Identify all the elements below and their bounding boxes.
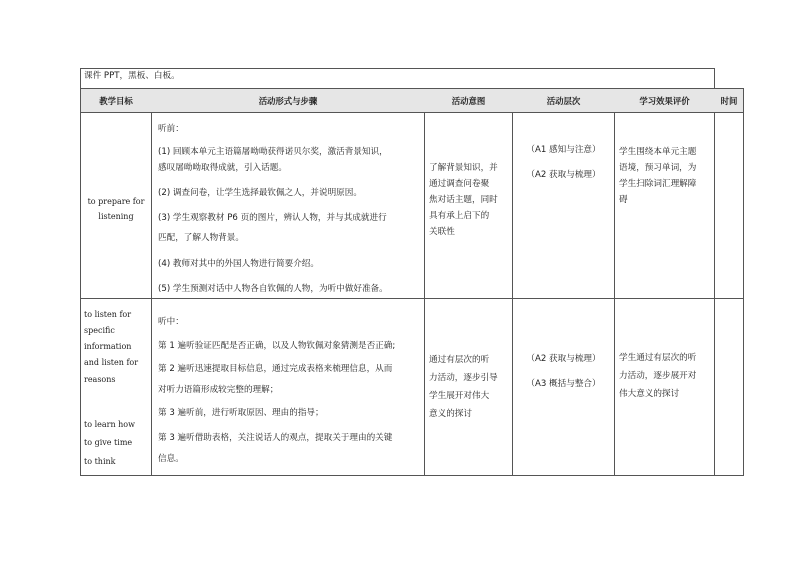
row2-eval-line1: 学生通过有层次的听 (619, 353, 697, 363)
row1-level-a1: （A1 感知与注意） (526, 145, 601, 155)
row1-step1-line2: 感叹屠呦呦取得成就，引入话题。 (158, 163, 287, 173)
row2-step2-line2: 对听力语篇形成较完整的理解； (158, 385, 279, 395)
row2-step1-line1: 第 1 遍听验证匹配是否正确，以及人物钦佩对象猜测是否正确; (158, 341, 396, 351)
row2-goal-line9: to think (84, 457, 116, 466)
header-goal: 教学目标 (99, 96, 133, 106)
row1-step4-line1: (4) 教师对其中的外国人物进行简要介绍。 (158, 259, 319, 269)
header-evaluation: 学习效果评价 (639, 96, 690, 106)
row2-eval-line2: 力活动，逐步展开对 (619, 371, 697, 381)
header-time: 时间 (720, 96, 738, 106)
row2-step4-line1: 第 3 遍听借助表格，关注说话人的观点，提取关于理由的关键 (158, 433, 393, 443)
row1-intent-line1: 了解背景知识，并 (429, 163, 498, 173)
row2-intent-line3: 学生展开对伟大 (429, 391, 490, 401)
table-border-bottom (80, 475, 743, 476)
row1-steps-title: 听前： (158, 124, 184, 134)
col-divider-2 (424, 88, 425, 476)
row1-eval-line3: 学生扫除词汇理解障 (619, 179, 697, 189)
row2-intent-line4: 意义的探讨 (429, 409, 472, 419)
row2-eval-line3: 伟大意义的探讨 (619, 389, 680, 399)
table-border-top (80, 68, 714, 69)
row1-step2-line1: (2) 调查问卷，让学生选择最钦佩之人，并说明原因。 (158, 188, 362, 198)
materials-text: 课件 PPT，黑板、白板。 (84, 71, 180, 81)
row1-step3-line2: 匹配，了解人物背景。 (158, 233, 244, 243)
header-intent: 活动意图 (451, 96, 486, 106)
row2-goal-line3: information (84, 342, 132, 351)
table-border-left (80, 68, 81, 476)
row2-step2-line1: 第 2 遍听迅速提取目标信息，通过完成表格来梳理信息，从而 (158, 364, 393, 374)
row1-intent-line4: 具有承上启下的 (429, 211, 490, 221)
row1-intent-line2: 通过调查问卷聚 (429, 179, 490, 189)
col-divider-1 (151, 88, 152, 476)
table-border-right (743, 88, 744, 476)
row2-step3-line1: 第 3 遍听前，进行听取原因、理由的指导； (158, 408, 324, 418)
row2-goal-line5: reasons (84, 375, 116, 384)
col-divider-4 (614, 88, 615, 476)
table-border-right-top (714, 68, 715, 88)
row2-goal-line7: to learn how (84, 420, 135, 429)
row1-intent-line5: 关联性 (429, 227, 455, 237)
header-steps: 活动形式与步骤 (258, 96, 318, 106)
row2-intent-line2: 力活动，逐步引导 (429, 373, 498, 383)
row1-step5-line1: (5) 学生预测对话中人物各自钦佩的人物，为听中做好准备。 (158, 284, 388, 294)
row2-step4-line2: 信息。 (158, 454, 184, 464)
row2-goal-line2: specific (84, 326, 115, 335)
row2-goal-line1: to listen for (84, 310, 132, 319)
row2-steps-title: 听中： (158, 317, 184, 327)
row1-eval-line4: 碍 (619, 195, 628, 205)
row1-goal-line2: listening (98, 212, 134, 221)
table-border-row-divider (80, 298, 743, 299)
row2-goal-line8: to give time (84, 438, 133, 447)
row1-step1-line1: (1) 回顾本单元主语篇屠呦呦获得诺贝尔奖，激活背景知识， (158, 147, 388, 157)
row1-eval-line1: 学生围绕本单元主题 (619, 147, 697, 157)
row1-eval-line2: 语境，预习单词，为 (619, 163, 697, 173)
row1-goal-line1: to prepare for (87, 197, 145, 206)
row1-intent-line3: 焦对话主题，同时 (429, 195, 498, 205)
row2-goal-line4: and listen for (84, 358, 139, 367)
table-border-header-bottom (80, 112, 743, 113)
row2-level-a2: （A2 获取与梳理） (526, 354, 601, 364)
row2-intent-line1: 通过有层次的听 (429, 355, 490, 365)
col-divider-5 (714, 88, 715, 476)
row1-step3-line1: (3) 学生观察教材 P6 页的图片，辨认人物，并与其成就进行 (158, 213, 387, 223)
row2-level-a3: （A3 概括与整合） (526, 379, 601, 389)
row1-level-a2: （A2 获取与梳理） (526, 170, 601, 180)
header-level: 活动层次 (546, 96, 581, 106)
